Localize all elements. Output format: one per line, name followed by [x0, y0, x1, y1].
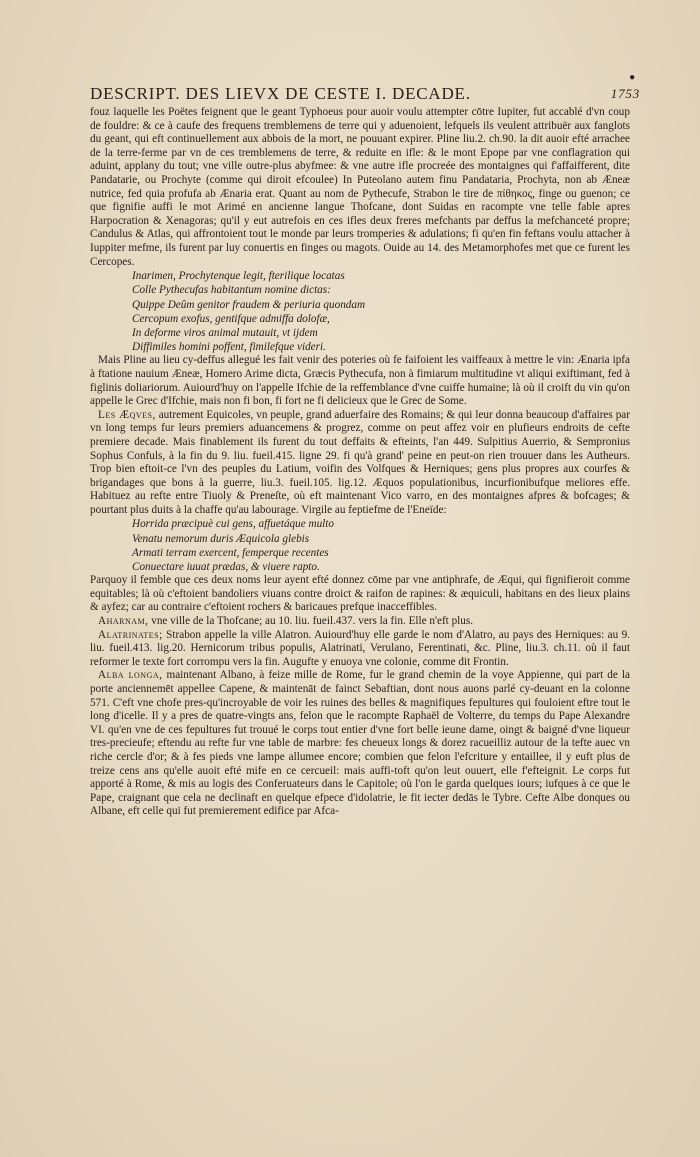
- verse-line: Quippe Deûm genitor fraudem & periuria quondam: [132, 298, 366, 311]
- body-text: [90, 106, 630, 819]
- folio-number: 1753: [610, 86, 640, 101]
- paragraph-text: Strabon appelle la ville Alatron. Auiourd'huy elle garde le nom d'Alatro, au pays des Herniques: au 9. liu. fueil.413. lig.20. Hernicorum tribus populis, Alatrinati, Verulano, Ferentinati, &c. Pline, liu.3. ch.11. où il faut reformer le texte fort corrompu vers la fin. Augufte y enuoya vne colonie, comme dit Frontin.: [90, 628, 630, 668]
- printer-mark: ●: [629, 72, 636, 83]
- paragraph-text: maintenant Albano, à feize mille de Rome, fur le grand chemin de la voye Appienne, qui part de la porte anciennemēt appellee Capene, & maintenāt de fainct Sebaftian, dont nous auons parlé cy-deuant en la colonne 571. C'eft vne chofe pres-qu'incroyable de voir les ruines des belles & magnifiques fepultures qui fouloient eftre tout le long d'icelle. Il y a pres de quatre-vingts ans, felon que le racompte Raphaël de Volterre, du temps du Pape Alexandre VI. qu'en vne de ces fepultures fut trouué le corps tout entier d'vne fort belle ieune dame, oingt & baigné d'vne liqueur tres-precieufe; eftendu au refte fur vne table de marbre: fes cheueux longs & dorez racueilliz autour de la tefte auec vn riche cercle d'or; & à fes pieds vne lampe allumee encore; combien que felon l'efcriture y entaillee, il y euft plus de treize cens ans qu'elle auoit efté mife en ce cercueil: mais auffi-toft qu'on leut ouuert, elle f'efteignit. Le corps fut apporté à Rome, & mis au logis des Conferuateurs dans le Capitole; où l'on le garda quelques iours; iufques à ce que le Pape, craignant que cela ne declinaft en quelque efpece d'idolatrie, le fit iecter dedās le Tybre. Cefte Albe donques ou Albane, eft celle qui fut premierement edifice par Afca-: [90, 669, 631, 818]
- paragraph-text: vne ville de la Thofcane; au 10. liu. fueil.437. vers la fin. Elle n'eft plus.: [148, 615, 474, 628]
- entry-headword: Alba longa,: [98, 669, 163, 682]
- entry-headword: Les Æqves,: [98, 408, 156, 421]
- paragraph-text: Parquoy il femble que ces deux noms leur ayent efté donnez cōme par vne antiphrafe, de Æqui, qui fignifieroit comme equitables; là où c'eftoient bandoliers viuans contre droict & raifon de rapines: & æquiculi, habitans en des lieux plains & ayfez; car au contraire c'eftoient rochers & baricaues prefque inacceffibles.: [90, 574, 630, 614]
- verse-line: Conuectare iuuat prædas, & viuere rapto.: [132, 561, 320, 574]
- verse-line: In deforme viros animal mutauit, vt ijdem: [132, 326, 318, 339]
- verse-line: Colle Pythecufas habitantum nomine dictas:: [132, 284, 331, 297]
- running-header: [90, 72, 640, 104]
- paragraph-text: fouz laquelle les Poëtes feignent que le geant Typhoeus pour auoir voulu attempter cōtre Iupiter, fut accablé d'vn coup de fouldre: & ce à caufe des frequens tremblemens de terre qui y aduenoient, lefquels ils veulent attribuër aux fanglots du geant, qui eft continuellement aux abbois de la mort, ne pouuant expirer. Pline liu.2. ch.90. la dit auoir efté arrachee de la terre-ferme par vn de ces tremblemens de terre, & reduite en ifle: & le mont Epope par vne conflagration qui aduint, applany du tout; vne ville outre-plus abyfmee: & vne autre ifle procreée des montaignes qui f'affaifferent, dite Pandatarie, ou Prochyte (comme qui diroit efcoulee) In Puteolano autem finu Pandataria, Prochyta, non ab Æneæ nutrice, fed quia profufa ab Ænaria erat. Quant au nom de Pythecufe, Strabon le tire de πίθηκος, finge ou guenon; ce que fignifie auffi le mot Arimé en ancienne langue Thofcane, dont Suidas en racompte vne telle fable apres Harpocration & Xenagoras; qu'il y eut autrefois en ces ifles deux freres mefchants par deffus la mefchanceté propre; Candulus & Atlas, qui affrontoient tout le monde par leurs tromperies & adulations; fi qu'en fin feftans voulu attacher à Iuppiter mefme, ils furent par luy conuertis en finges ou magots. Ouide au 14. des Metamorphofes met que ce furent les Cercopes.: [90, 106, 630, 268]
- entry-headword: Alatrinates;: [98, 628, 163, 641]
- paragraph: [90, 354, 630, 408]
- verse-line: Armati terram exercent, femperque recentes: [132, 546, 329, 559]
- paragraph-text: autrement Equicoles, vn peuple, grand aduerfaire des Romains; & qui leur donna beaucoup d'affaires par vn long temps fur leurs premiers aduancemens & progrez, comme on peut affez voir en plufieurs endroits de cefte premiere decade. Mais finablement ils furent du tout deffaits & efteints, l'an 449. Sulpitius Auerrio, & Sempronius Sophus Confuls, à la fin du 9. liu. fueil.415. ligne 29. fi qu'à grand' peine en peut-on rien trouuer dans les Autheurs. Trop bien eftoit-ce l'vn des peuples du Latium, voifin des Volfques & Herniques; gens plus propres aux courfes & brigandages que bons à la guerre, liu.3. fueil.105. lig.12. Æquos populationibus, incurfionibufque meliores effe. Habituez au refte entre Tiuoly & Preneſte, où eft maintenant Vico varro, en des montaignes afpres & bofcages; & pourtant plus duits à la chaffe qu'au labourage. Virgile au feptiefme de l'Eneïde:: [90, 408, 630, 516]
- paragraph: [90, 106, 630, 269]
- paragraph: [90, 669, 630, 819]
- verse-line: Diffimiles homini poffent, fimilefque videri.: [132, 341, 326, 354]
- paragraph: [90, 409, 630, 518]
- verse-line: Venatu nemorum duris Æquicola glebis: [132, 532, 310, 545]
- verse-block: [90, 517, 630, 574]
- paragraph-text: Mais Pline au lieu cy-deffus allegué les fait venir des poteries où fe faifoient les vaiffeaux à mettre le vin: Ænaria ipfa à ftatione nauium Æneæ, Homero Arime dicta, Græcis Pythecufa, non à fimiarum multitudine vt aliqui exiftimant, fed à figlinis doliariorum. Auiourd'huy on l'appelle Ifchie de la reffemblance d'vne cuiffe humaine; là où il croift du vin qu'on appelle le Grec d'Ifchie, mais non fi bon, fi fort ne fi delicieux que le Grec de Some.: [90, 354, 630, 408]
- paragraph: [90, 629, 630, 670]
- header-title: DESCRIPT. DES LIEVX DE CESTE I. DECADE.: [90, 84, 471, 103]
- verse-block: [90, 269, 630, 354]
- verse-line: Horrida præcipuè cui gens, affuetáque multo: [132, 518, 334, 531]
- paragraph: [90, 615, 630, 629]
- entry-headword: Aharnam,: [98, 615, 149, 628]
- verse-line: Cercopum exofus, gentifque admiffa dolofæ,: [132, 312, 330, 325]
- verse-line: Inarimen, Prochytenque legit, fterilique locatas: [132, 270, 345, 283]
- paragraph: [90, 574, 630, 615]
